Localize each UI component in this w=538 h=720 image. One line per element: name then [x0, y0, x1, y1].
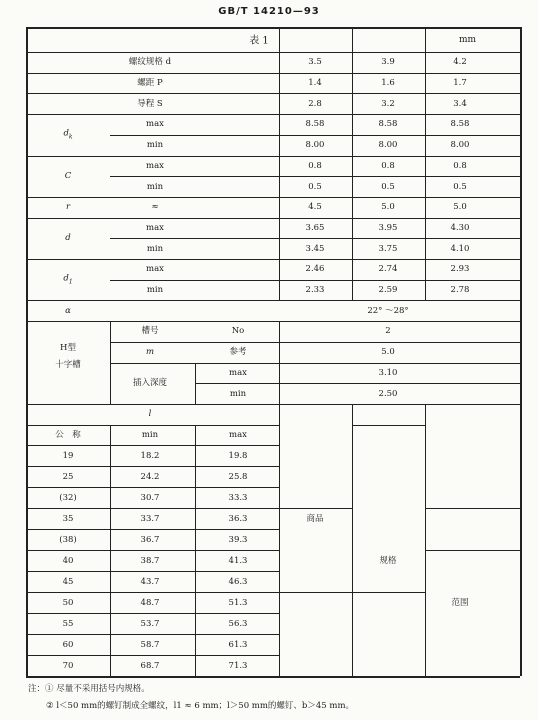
length-row-rule	[26, 550, 279, 551]
row-rule	[110, 176, 520, 177]
param-value: 3.75	[378, 243, 398, 254]
param-value: 0.8	[453, 160, 467, 171]
value-col-rule	[352, 27, 353, 300]
param-symbol: C	[64, 170, 72, 181]
length-nominal: 19	[62, 450, 74, 461]
groove-no-label: 槽号	[141, 326, 159, 337]
length-min: 68.7	[140, 660, 160, 671]
length-min: 30.7	[140, 492, 160, 503]
m-sub: 参考	[229, 346, 247, 357]
param-value: 3.5	[308, 57, 322, 68]
groove-no-sub: No	[231, 326, 245, 337]
groove-no-value: 2	[385, 326, 391, 337]
length-nominal: 50	[62, 597, 74, 608]
recess-col-rule	[195, 363, 196, 404]
param-value: 3.65	[305, 222, 325, 233]
length-max: 46.3	[228, 576, 248, 587]
recess-label-line2: 十字槽	[55, 359, 81, 370]
param-label: 螺距 P	[137, 77, 163, 88]
param-value: 0.8	[308, 160, 322, 171]
param-sub-label: min	[146, 243, 164, 254]
length-max: 61.3	[228, 639, 248, 650]
param-symbol: d	[65, 233, 71, 244]
range-word-commercial: 商品	[306, 513, 324, 524]
range-word-range: 范围	[451, 597, 469, 608]
alpha-bottom-rule	[26, 321, 520, 322]
m-label: m	[145, 346, 155, 357]
param-value: 2.46	[305, 264, 325, 275]
param-value: 4.5	[308, 202, 322, 212]
param-value: 5.0	[381, 202, 395, 212]
alpha-value: 22° ～28°	[367, 305, 409, 316]
length-row-rule	[26, 571, 279, 572]
range-word-spec: 规格	[379, 555, 397, 566]
row-rule	[26, 114, 520, 115]
length-row-rule	[26, 592, 279, 593]
param-sub-label: min	[146, 284, 164, 295]
param-sub-label: min	[146, 139, 164, 150]
table-right-rule	[520, 27, 522, 676]
length-symbol: l	[148, 409, 152, 420]
table-top-rule	[26, 27, 520, 29]
param-value: 2.33	[305, 284, 325, 295]
length-max: 25.8	[228, 471, 248, 482]
param-value: 2.78	[450, 284, 470, 295]
length-row-rule	[26, 487, 279, 488]
param-sub-label: ≈	[151, 202, 159, 212]
range-rule	[352, 425, 425, 426]
range-rule	[279, 592, 352, 593]
param-sub-label: max	[146, 119, 164, 130]
length-min-header: min	[141, 429, 159, 440]
length-min: 18.2	[140, 450, 160, 461]
param-symbol: $d_k$	[63, 128, 73, 141]
alpha-symbol: α	[65, 305, 71, 316]
length-min: 43.7	[140, 576, 160, 587]
depth-label: 插入深度	[132, 377, 168, 388]
param-value: 3.9	[381, 57, 395, 68]
param-label: 导程 S	[137, 98, 163, 109]
length-min: 24.2	[140, 471, 160, 482]
param-sub-label: max	[146, 264, 164, 275]
length-min: 38.7	[140, 555, 160, 566]
m-value: 5.0	[381, 346, 395, 357]
value-col-rule	[279, 27, 280, 300]
note-2: ② l＜50 mm的螺钉制成全螺纹，l1 ≈ 6 mm；l＞50 mm的螺钉、b＞45 mm。	[46, 700, 354, 711]
param-value: 1.7	[453, 77, 467, 88]
length-max-header: max	[229, 429, 247, 440]
length-nominal: 60	[62, 639, 74, 650]
length-max: 41.3	[228, 555, 248, 566]
length-max: 33.3	[228, 492, 248, 503]
param-value: 0.5	[308, 181, 322, 192]
row-rule	[26, 218, 520, 219]
param-label: 螺纹规格 d	[128, 57, 172, 68]
param-value: 1.4	[308, 77, 322, 88]
length-nominal: 35	[62, 513, 74, 524]
range-rule	[425, 550, 520, 551]
depth-max-value: 3.10	[378, 367, 398, 378]
param-value: 0.8	[381, 160, 395, 171]
recess-value-rule	[279, 321, 280, 404]
row-rule	[26, 197, 520, 198]
param-value: 3.95	[378, 222, 398, 233]
length-nominal: 70	[62, 660, 74, 671]
row-rule	[26, 93, 520, 94]
range-rule	[425, 508, 520, 509]
param-sub-label: min	[146, 181, 164, 192]
length-row-rule	[26, 613, 279, 614]
length-min: 33.7	[140, 513, 160, 524]
length-nominal: 45	[62, 576, 74, 587]
recess-bottom-rule	[26, 404, 520, 405]
length-max: 39.3	[228, 534, 248, 545]
length-min: 36.7	[140, 534, 160, 545]
param-symbol: r	[65, 202, 71, 212]
param-value: 3.2	[381, 98, 395, 109]
length-nominal-header: 公 称	[55, 429, 81, 440]
length-max: 19.8	[228, 450, 248, 461]
range-rule	[279, 508, 352, 509]
param-value: 2.59	[378, 284, 398, 295]
table-caption: 表 1	[249, 35, 269, 47]
row-rule	[110, 238, 520, 239]
length-row-rule	[26, 634, 279, 635]
table-unit: mm	[459, 35, 477, 45]
param-value: 4.10	[450, 243, 470, 254]
length-min: 48.7	[140, 597, 160, 608]
length-min: 58.7	[140, 639, 160, 650]
param-value: 8.00	[305, 139, 325, 150]
recess-rule	[110, 342, 520, 343]
note-1: 注：① 尽量不采用括号内规格。	[28, 683, 150, 694]
param-value: 8.00	[378, 139, 398, 150]
row-rule	[110, 135, 520, 136]
table-left-rule	[26, 27, 28, 676]
param-value: 8.58	[450, 119, 470, 130]
param-value: 2.74	[378, 264, 398, 275]
param-value: 4.2	[453, 57, 467, 68]
param-value: 0.5	[381, 181, 395, 192]
table-bottom-rule	[26, 676, 520, 678]
param-value: 3.4	[453, 98, 467, 109]
value-col-rule	[425, 27, 426, 300]
range-rule	[352, 404, 353, 676]
length-max: 56.3	[228, 618, 248, 629]
length-max: 51.3	[228, 597, 248, 608]
param-value: 1.6	[381, 77, 395, 88]
length-nominal: 25	[62, 471, 74, 482]
length-min: 53.7	[140, 618, 160, 629]
param-value: 0.5	[453, 181, 467, 192]
row-rule	[26, 156, 520, 157]
recess-col-rule	[110, 321, 111, 404]
length-nominal: 55	[62, 618, 74, 629]
row-rule	[26, 73, 520, 74]
length-row-rule	[26, 508, 279, 509]
param-sub-label: max	[146, 222, 164, 233]
depth-max-label: max	[229, 367, 247, 378]
length-row-rule	[26, 466, 279, 467]
recess-label-line1: H型	[60, 342, 76, 353]
length-nominal: (32)	[59, 492, 77, 503]
param-value: 8.58	[378, 119, 398, 130]
param-value: 2.93	[450, 264, 470, 275]
param-value: 8.58	[305, 119, 325, 130]
range-rule	[352, 592, 425, 593]
param-symbol: $d_1$	[63, 273, 73, 286]
recess-rule	[195, 383, 520, 384]
header-rule	[26, 52, 520, 53]
row-rule	[110, 280, 520, 281]
depth-min-value: 2.50	[378, 388, 398, 399]
row-rule	[26, 300, 520, 301]
param-value: 3.45	[305, 243, 325, 254]
length-row-rule	[26, 655, 279, 656]
recess-rule	[110, 363, 520, 364]
length-row-rule	[26, 529, 279, 530]
param-value: 8.00	[450, 139, 470, 150]
length-header-rule	[26, 425, 279, 426]
param-value: 5.0	[453, 202, 467, 212]
param-value: 4.30	[450, 222, 470, 233]
row-rule	[26, 259, 520, 260]
depth-min-label: min	[229, 388, 247, 399]
length-nominal: (38)	[59, 534, 77, 545]
length-header-rule	[26, 445, 279, 446]
param-sub-label: max	[146, 160, 164, 171]
length-max: 36.3	[228, 513, 248, 524]
length-value-rule	[279, 404, 280, 676]
length-nominal: 40	[62, 555, 74, 566]
standard-number: GB/T 14210—93	[218, 6, 320, 17]
param-value: 2.8	[308, 98, 322, 109]
range-rule	[425, 404, 426, 676]
length-max: 71.3	[228, 660, 248, 671]
